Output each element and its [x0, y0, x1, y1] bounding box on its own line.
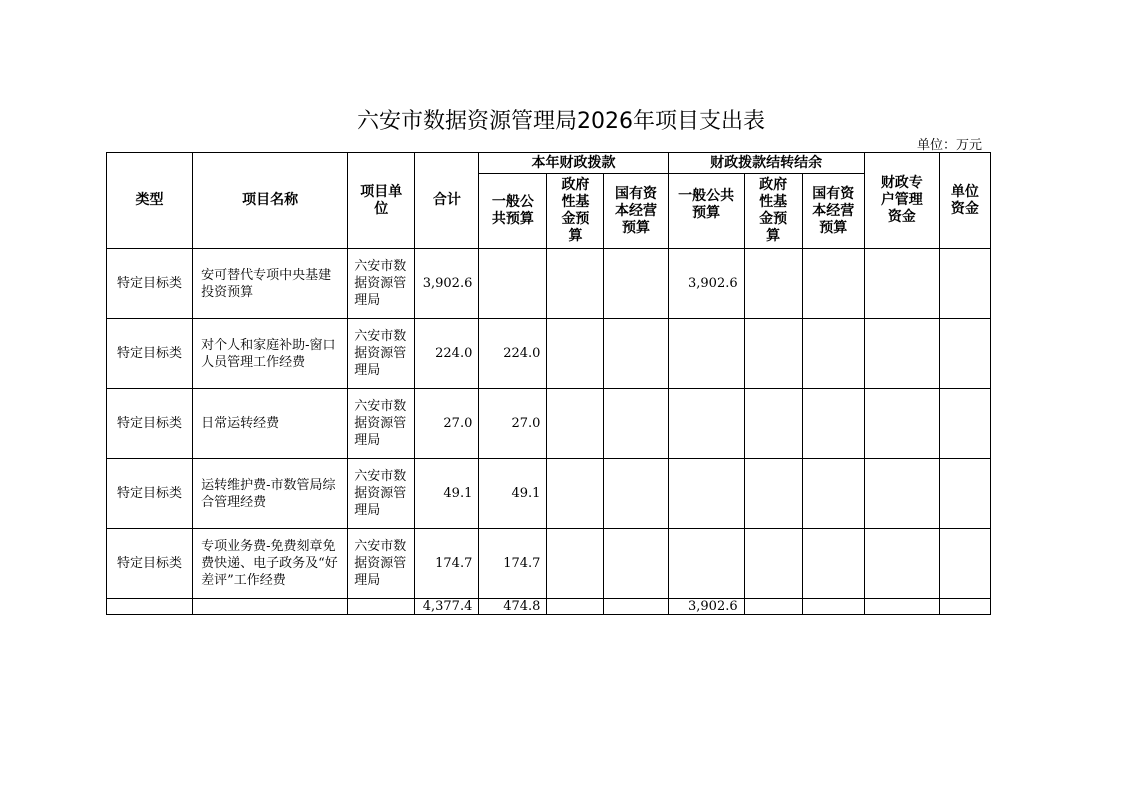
cell-special	[864, 529, 939, 599]
header-org: 项目单位	[348, 153, 415, 249]
cell-name: 专项业务费-免费刻章免费快递、电子政务及“好差评”工作经费	[193, 529, 348, 599]
cell-special	[864, 389, 939, 459]
cell-special	[864, 459, 939, 529]
expenditure-table	[106, 152, 991, 615]
header-group-carry: 财政拨款结转结余	[668, 153, 864, 174]
cell-org: 六安市数据资源管理局	[348, 459, 415, 529]
table-row	[107, 249, 991, 319]
header-special: 财政专户管理资金	[864, 153, 939, 249]
cell-car-general	[668, 389, 744, 459]
cell-car-gov	[744, 459, 802, 529]
cell-cur-state	[604, 389, 668, 459]
cell-name: 运转维护费-市数管局综合管理经费	[193, 459, 348, 529]
cell-cur-gov	[547, 459, 604, 529]
unit-label: 单位：万元	[916, 138, 982, 153]
cell-org: 六安市数据资源管理局	[348, 529, 415, 599]
total-blank	[604, 599, 668, 615]
header-car-state: 国有资本经营预算	[802, 174, 864, 249]
total-blank	[107, 599, 193, 615]
total-blank	[547, 599, 604, 615]
cell-cur-general: 27.0	[479, 389, 547, 459]
cell-unit-funds	[939, 319, 990, 389]
total-blank	[744, 599, 802, 615]
cell-car-general	[668, 319, 744, 389]
cell-total: 174.7	[415, 529, 479, 599]
total-cur-general: 474.8	[479, 599, 547, 615]
header-unit-funds: 单位资金	[939, 153, 990, 249]
header-total: 合计	[415, 153, 479, 249]
cell-name: 安可替代专项中央基建投资预算	[193, 249, 348, 319]
cell-cur-state	[604, 459, 668, 529]
cell-car-gov	[744, 319, 802, 389]
header-type: 类型	[107, 153, 193, 249]
cell-cur-gov	[547, 529, 604, 599]
cell-car-state	[802, 319, 864, 389]
cell-type: 特定目标类	[107, 249, 193, 319]
cell-car-general: 3,902.6	[668, 249, 744, 319]
header-group-current: 本年财政拨款	[479, 153, 668, 174]
total-car-general: 3,902.6	[668, 599, 744, 615]
cell-org: 六安市数据资源管理局	[348, 249, 415, 319]
cell-car-gov	[744, 249, 802, 319]
cell-cur-general	[479, 249, 547, 319]
cell-special	[864, 319, 939, 389]
cell-cur-state	[604, 529, 668, 599]
cell-total: 3,902.6	[415, 249, 479, 319]
cell-car-general	[668, 529, 744, 599]
table-row	[107, 389, 991, 459]
cell-car-state	[802, 249, 864, 319]
table-row	[107, 529, 991, 599]
cell-unit-funds	[939, 459, 990, 529]
cell-car-state	[802, 389, 864, 459]
cell-unit-funds	[939, 529, 990, 599]
cell-car-gov	[744, 389, 802, 459]
cell-name: 日常运转经费	[193, 389, 348, 459]
table-row	[107, 459, 991, 529]
cell-total: 49.1	[415, 459, 479, 529]
cell-type: 特定目标类	[107, 529, 193, 599]
header-cur-gov: 政府性基金预算	[547, 174, 604, 249]
table-row	[107, 319, 991, 389]
page-title: 六安市数据资源管理局2026年项目支出表	[357, 109, 765, 134]
cell-cur-gov	[547, 319, 604, 389]
cell-total: 27.0	[415, 389, 479, 459]
cell-total: 224.0	[415, 319, 479, 389]
cell-type: 特定目标类	[107, 459, 193, 529]
cell-cur-general: 49.1	[479, 459, 547, 529]
cell-cur-general: 174.7	[479, 529, 547, 599]
cell-unit-funds	[939, 249, 990, 319]
cell-name: 对个人和家庭补助-窗口人员管理工作经费	[193, 319, 348, 389]
total-blank	[802, 599, 864, 615]
header-car-general: 一般公共预算	[668, 174, 744, 249]
cell-cur-state	[604, 249, 668, 319]
cell-unit-funds	[939, 389, 990, 459]
total-blank	[864, 599, 939, 615]
total-blank	[348, 599, 415, 615]
header-name: 项目名称	[193, 153, 348, 249]
header-car-gov: 政府性基金预算	[744, 174, 802, 249]
cell-special	[864, 249, 939, 319]
cell-cur-general: 224.0	[479, 319, 547, 389]
cell-cur-state	[604, 319, 668, 389]
cell-car-general	[668, 459, 744, 529]
cell-type: 特定目标类	[107, 319, 193, 389]
cell-org: 六安市数据资源管理局	[348, 319, 415, 389]
cell-car-state	[802, 529, 864, 599]
total-sum: 4,377.4	[415, 599, 479, 615]
total-blank	[939, 599, 990, 615]
header-cur-general: 一般公共预算	[479, 174, 547, 249]
cell-car-gov	[744, 529, 802, 599]
total-blank	[193, 599, 348, 615]
totals-row	[107, 599, 991, 615]
cell-car-state	[802, 459, 864, 529]
cell-cur-gov	[547, 249, 604, 319]
cell-type: 特定目标类	[107, 389, 193, 459]
header-cur-state: 国有资本经营预算	[604, 174, 668, 249]
cell-org: 六安市数据资源管理局	[348, 389, 415, 459]
cell-cur-gov	[547, 389, 604, 459]
